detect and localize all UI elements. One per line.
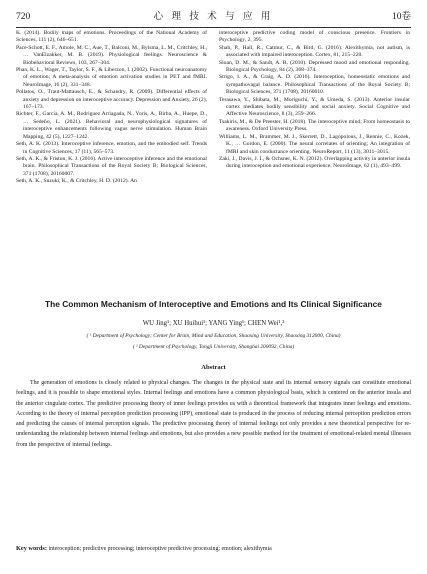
affiliation-1: ( ¹ Department of Psychology; Center for Brain, Mind and Education, Shaoxing University, Shaoxing 312000, China) [86, 333, 341, 339]
references-right-column [219, 30, 410, 171]
reference-entry: Tsakiris, M., & De Preester, H. (2018). The interoceptive mind; From homeostasis to awareness. Oxford University Press. [219, 118, 410, 133]
keywords-line [16, 544, 411, 554]
reference-entry: Williams, L. M., Brammer, M. J., Skerrett, D., Lagopolous, J., Rennie, C., Kozek, K., … Gordon, E. (2000). The neural correlates of orienting; An integration of fMRI and skin conductance orienting. NeuroReport, 11 (13), 3011–3015. [219, 133, 410, 155]
reference-entry: Terasawa, Y., Shibata, M., Moriguchi, Y., & Umeda, S. (2013). Anterior insular cortex mediates bodily sensibility and social anxiety. Social Cognitive and Affective Neuroscience, 8 (3), 259–266. [219, 96, 410, 118]
keywords-text: interoception; predictive processing; interoceptive predictive processing; emotion; alexithymia [48, 546, 272, 552]
reference-entry: Sloan, D. M., & Sandt, A. R. (2010). Depressed mood and emotional responding. Biological Psychology, 84 (2), 368–374. [219, 59, 410, 74]
references-left-column [16, 30, 207, 186]
reference-entry: Strigo, I. A., & Craig, A. D. (2016). Interoception, homeostatic emotions and sympathovagal balance. Philosophical Transactions of the Royal Society B; Biological Sciences, 371 (1708), 20160010. [219, 74, 410, 96]
keywords-label: Key words: [16, 545, 47, 552]
reference-entry: Shah, P., Hall, R., Catmur, C., & Bird, G. (2016). Alexithymia, not autism, is associated with impaired interoception. Cortex, 81, 215–220. [219, 44, 410, 59]
volume-label: 10卷 [391, 12, 411, 22]
reference-entry: K. (2014). Bodily maps of emotions. Proceedings of the National Academy of Sciences, 111 (2), 646–651. [16, 30, 207, 44]
author-list: WU Jing¹; XU Huihui¹; YANG Ying¹; CHEN Wei¹,² [142, 320, 285, 327]
reference-entry: interoceptive predictive coding model of conscious presence. Frontiers in Psychology, 2, 395. [219, 30, 410, 44]
reference-entry: Seth, A. K., Suzuki, K., & Critchley, H. D. (2012). An [16, 178, 137, 185]
reference-entry: Phan, K. L., Wager, T., Taylor, S. F., & Liberzon, I. (2002). Functional neuroanatomy of emotion; A meta-analysis of emotion activation studies in PET and fMRI. NeuroImage, 16 (2), 331–348. [16, 67, 207, 88]
running-head [16, 9, 411, 25]
reference-entry: Seth, A. K. (2013). Interoceptive inference, emotion, and the embodied self. Trends in Cognitive Sciences, 17 (11), 565–573. [16, 141, 207, 155]
page-number: 720 [16, 12, 31, 22]
article-title: The Common Mechanism of Interoceptive and Emotions and Its Clinical Significance [45, 299, 382, 309]
abstract-body: The generation of emotions is closely related to physical changes. The changes in the physical state and its internal sensory signals can constitute emotional feelings, and it is possible to shape emotional styles. Internal feelings and emotions have a common physiological basis, which is centered on the anterior insula and the anterior cingulate cortex. The predictive processing theory of inner feelings provides us with a theoretical framework that integrates inner feelings and emotions. According to the theory of internal perception prediction processing (IPP), emotional state is produced in the process of reducing internal perception prediction errors and predicting the causes of internal perception signals. The predictive processing theory of internal feelings not only provides a new theoretical perspective for re-understanding the relationship between internal feelings and emotions, but also provides a new possible method for the treatment of emotional-related mental illnesses from the perspective of internal feelings. [16, 380, 411, 448]
reference-entry: Pollatos, O., Traut-Mattausch, E., & Schandry, R. (2009). Differential effects of anxiety and depression on interoceptive accuracy. Depression and Anxiety, 26 (2), 167–173. [16, 89, 207, 111]
abstract-heading: Abstract [201, 364, 226, 371]
reference-entry: Seth, A. K., & Friston, K. J. (2016). Active interoceptive inference and the emotional brain. Philosophical Transactions of the Royal Society B; Biological Sciences, 371 (1708), 20160007. [16, 155, 207, 177]
reference-entry: Pace-Schott, E. F., Amole, M. C., Aue, T., Balconi, M., Bylsma, L. M., Critchley, H., … VanElzakker, M. B. (2019). Physiological feelings. Neuroscience & Biobehavioral Reviews, 103, 267–304. [16, 44, 207, 66]
reference-entry: Zaki, J., Davis, J. I., & Ochsner, K. N. (2012). Overlapping activity in anterior insula during interoception and emotional experience. NeuroImage, 62 (1), 493–499. [219, 155, 410, 170]
reference-entry: Richter, F., García, A. M., Rodriguez Arriagada, N., Yoris, A., Birba, A., Huepe, D., … Sedeño, L. (2021). Behavioral and neurophysiological signatures of interoceptive enhancements following vagus nerve stimulation. Human Brain Mapping, 42 (5), 1227–1242. [16, 111, 207, 140]
affiliation-2: ( ² Department of Psychology, Tongji University, Shanghai 200092, China) [132, 344, 295, 350]
header-rule [16, 27, 411, 28]
journal-name: 心 理 技 术 与 应 用 [153, 12, 274, 22]
